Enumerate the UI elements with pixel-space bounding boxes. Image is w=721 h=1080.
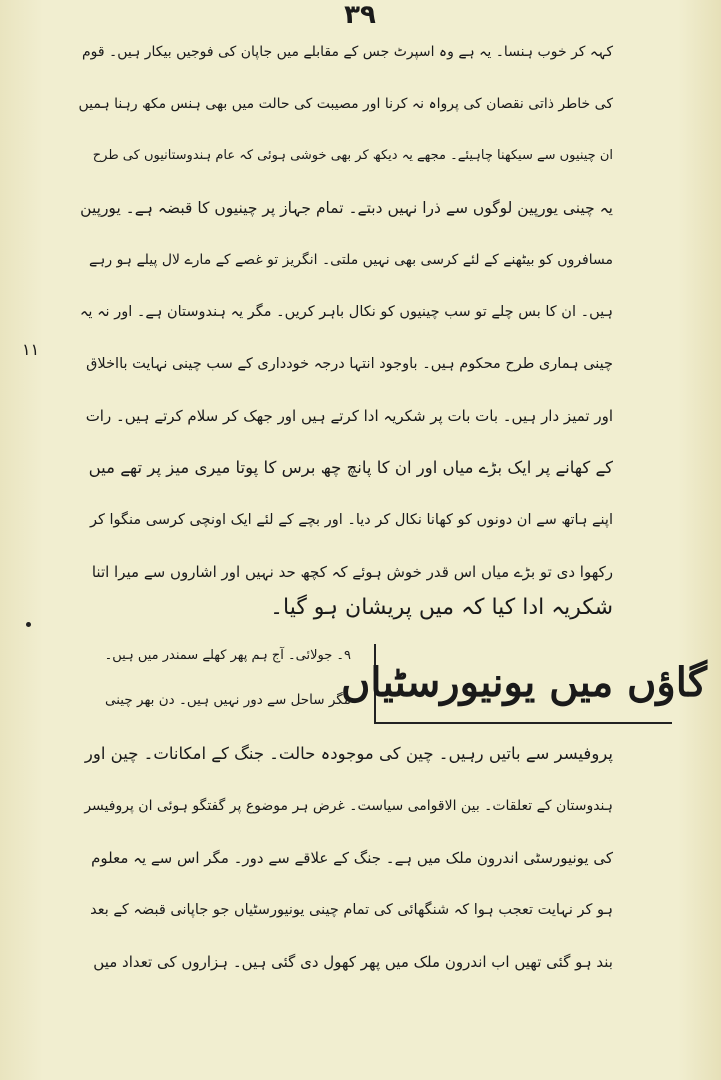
text-line: اپنے ہاتھ سے ان دونوں کو کھانا نکال کر دیا۔ اور بچے کے لئے ایک اونچی کرسی منگوا کر bbox=[89, 512, 613, 528]
text-line: مسافروں کو بیٹھنے کے لئے کرسی بھی نہیں ملتی۔ انگریز تو غصے کے مارے لال پیلے ہو رہے bbox=[88, 252, 613, 268]
text-line: ہو کر نہایت تعجب ہوا کہ شنگھائی کی تمام چینی یونیورسٹیاں جو جاپانی قبضہ کے بعد bbox=[90, 902, 613, 918]
heading-side-line: ۹۔ جولائی۔ آج ہم پھر کھلے سمندر میں ہیں۔ bbox=[104, 648, 351, 663]
text-line: کی یونیورسٹی اندرون ملک میں ہے۔ جنگ کے علاقے سے دور۔ مگر اس سے یہ معلوم bbox=[91, 849, 613, 867]
section-heading-box bbox=[341, 644, 707, 724]
page-number: ۳۹ bbox=[344, 0, 376, 30]
text-line: بند ہو گئی تھیں اب اندرون ملک میں پھر کھول دی گئی ہیں۔ ہزاروں کی تعداد میں bbox=[93, 953, 613, 971]
text-line: ان چینیوں سے سیکھنا چاہیئے۔ مجھے یہ دیکھ کر بھی خوشی ہوئی کہ عام ہندوستانیوں کی طرح bbox=[92, 148, 613, 163]
text-line: رکھوا دی تو بڑے میاں اس قدر خوش ہوئے کہ کچھ حد نہیں اور اشاروں سے میرا اتنا bbox=[91, 563, 613, 581]
margin-dot bbox=[26, 622, 31, 627]
text-line: ہیں۔ ان کا بس چلے تو سب چینیوں کو نکال باہر کریں۔ مگر یہ ہندوستان ہے۔ اور نہ یہ bbox=[79, 304, 613, 320]
text-line: ہندوستان کے تعلقات۔ بین الاقوامی سیاست۔ غرض ہر موضوع پر گفتگو ہوئی ان پروفیسر bbox=[84, 798, 613, 814]
section-heading: گاؤں میں یونیورسٹیاں bbox=[341, 659, 707, 706]
text-line: چینی ہماری طرح محکوم ہیں۔ باوجود انتہا درجہ خودداری کے سب چینی نہایت بااخلاق bbox=[86, 356, 613, 372]
text-line: یہ چینی یورپین لوگوں سے ذرا نہیں دبتے۔ تمام جہاز پر چینیوں کا قبضہ ہے۔ یورپین bbox=[80, 199, 613, 217]
text-line: کی خاطر ذاتی نقصان کی پرواہ نہ کرنا اور مصیبت کی حالت میں بھی ہنس مکھ رہنا ہمیں bbox=[78, 96, 613, 112]
margin-note: ۱۱ bbox=[22, 340, 40, 359]
text-line: کہہ کر خوب ہنسا۔ یہ ہے وہ اسپرٹ جس کے مقابلے میں جاپان کی فوجیں بیکار ہیں۔ قوم bbox=[81, 44, 613, 60]
text-line: شکریہ ادا کیا کہ میں پریشان ہو گیا۔ bbox=[270, 595, 613, 620]
text-line: پروفیسر سے باتیں رہیں۔ چین کی موجودہ حالت۔ جنگ کے امکانات۔ چین اور bbox=[84, 744, 613, 763]
text-line: کے کھانے پر ایک بڑے میاں اور ان کا پانچ چھ برس کا پوتا میری میز پر تھے میں bbox=[88, 458, 613, 477]
heading-side-line: مگر ساحل سے دور نہیں ہیں۔ دن بھر چینی bbox=[104, 692, 351, 708]
text-line: اور تمیز دار ہیں۔ بات بات پر شکریہ ادا کرتے ہیں اور جھک کر سلام کرتے ہیں۔ رات bbox=[85, 407, 613, 425]
